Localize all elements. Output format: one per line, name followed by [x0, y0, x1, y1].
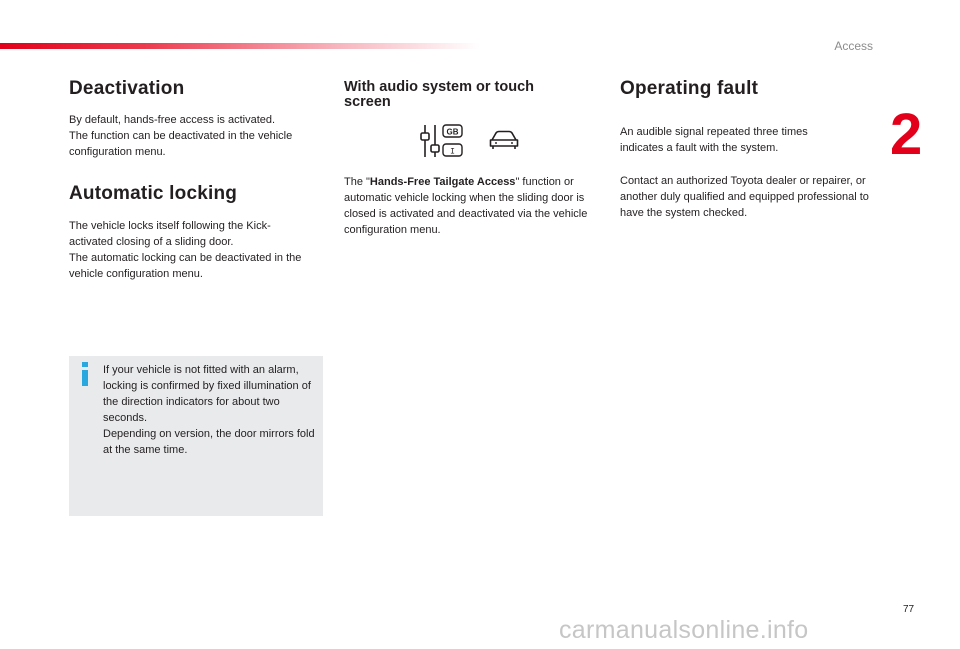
info-box — [69, 356, 323, 516]
info-text: If your vehicle is not fitted with an alarm, locking is confirmed by fixed illumination of the direction indicators for about two seconds. Depending on version, the door mirrors fold at the same time. — [103, 364, 315, 456]
audio-system-body — [344, 174, 599, 238]
page-number: 77 — [903, 604, 915, 615]
language-gb-label: GB — [446, 127, 459, 137]
header-accent-bar — [0, 43, 480, 49]
deactivation-text: By default, hands-free access is activated. The function can be deactivated in the vehicle configuration menu. — [69, 114, 293, 158]
deactivation-section — [69, 78, 324, 160]
automatic-locking-heading: Automatic locking — [69, 183, 238, 204]
section-label: Access — [834, 39, 873, 53]
operating-fault-section — [620, 78, 875, 221]
config-settings-icon — [420, 123, 466, 159]
watermark: carmanualsonline.info — [559, 616, 809, 644]
automatic-locking-section — [69, 183, 324, 282]
operating-fault-text-1: An audible signal repeated three times indicates a fault with the system. — [620, 126, 808, 154]
deactivation-heading: Deactivation — [69, 78, 185, 99]
automatic-locking-text: The vehicle locks itself following the Kick-activated closing of a sliding door. The automatic locking can be deactivated in the vehicle configuration menu. — [69, 220, 302, 280]
hands-free-tailgate-access-term: Hands-Free Tailgate Access — [369, 176, 516, 188]
info-icon — [80, 362, 90, 386]
operating-fault-heading: Operating fault — [620, 78, 759, 99]
operating-fault-text-2: Contact an authorized Toyota dealer or repairer, or another duly qualified and equipped professional to have the system checked. — [620, 175, 869, 219]
audio-system-heading: With audio system or touch screen — [344, 79, 534, 110]
chapter-number: 2 — [890, 102, 923, 167]
settings-icons — [420, 123, 530, 159]
audio-system-section — [344, 80, 599, 110]
audio-system-text: The "Hands-Free Tailgate Access" function or automatic vehicle locking when the sliding door is closed is activated and deactivated via the vehicle configuration menu. — [344, 176, 588, 236]
units-label: I — [450, 147, 455, 157]
car-icon — [488, 129, 520, 151]
